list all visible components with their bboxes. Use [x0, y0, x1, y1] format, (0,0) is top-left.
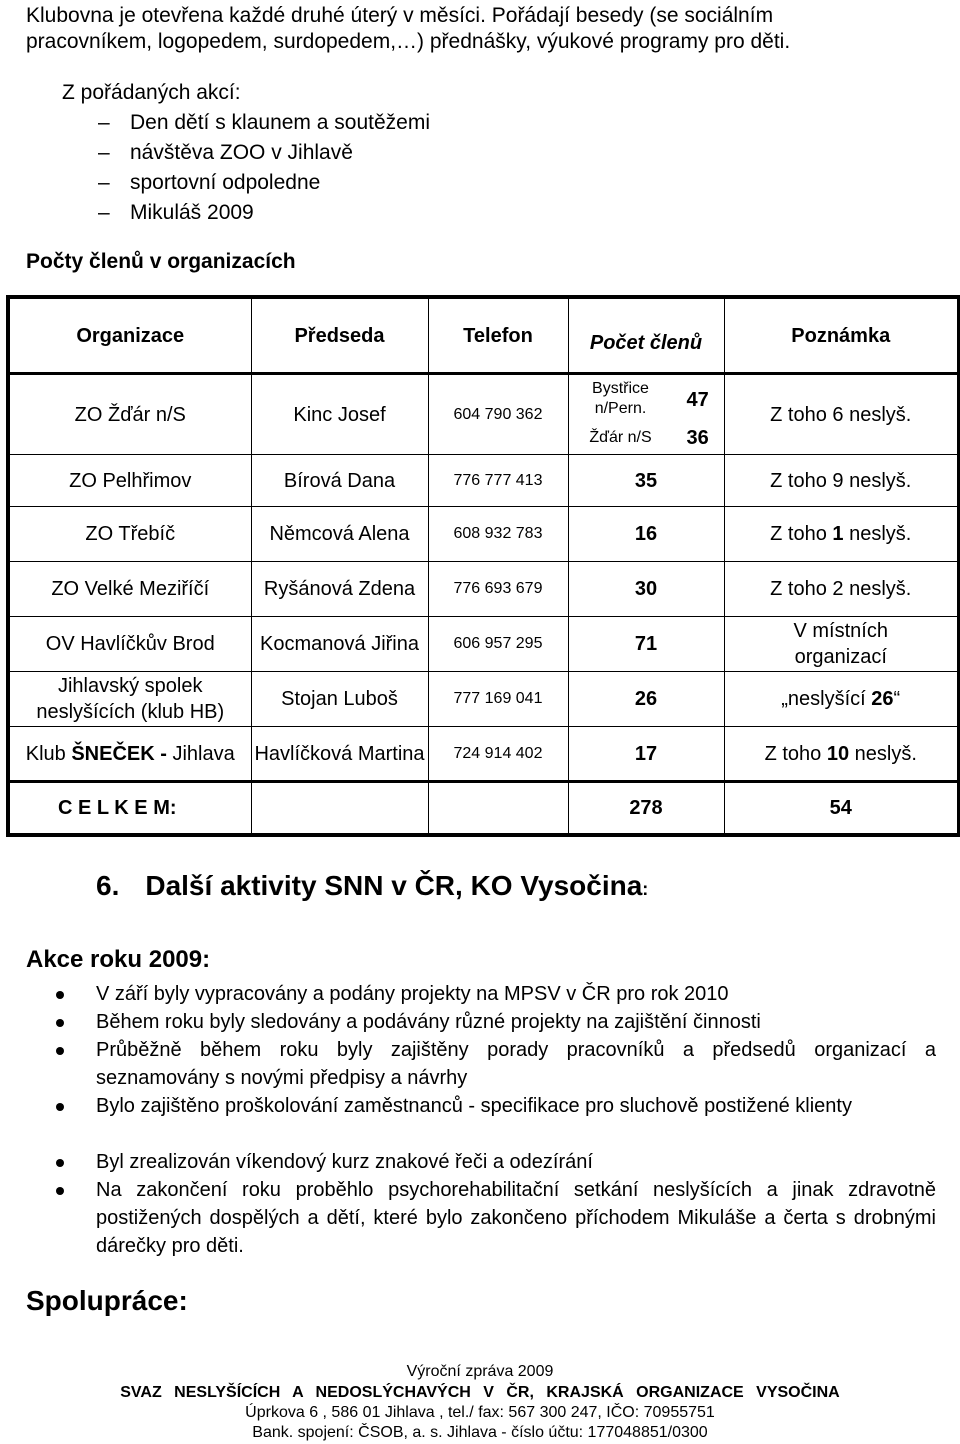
- cell-chair: Kinc Josef: [251, 374, 428, 455]
- list-item-text: Průběžně během roku byly zajištěny porady pracovníků a předsedů organizací a seznamovány s novými předpisy a návrhy: [96, 1039, 936, 1089]
- list-item: [96, 1148, 936, 1176]
- sub-place: Bystřice n/Pern.: [592, 380, 649, 417]
- header-poznamka: Poznámka: [724, 297, 959, 374]
- org-text: Jihlava: [166, 742, 235, 765]
- cell-note: [724, 507, 959, 562]
- list-dash: –: [98, 171, 110, 194]
- sub-place: Žďár n/S: [589, 429, 652, 446]
- total-note: 54: [724, 782, 959, 836]
- list-dash: –: [98, 111, 110, 134]
- list-item-text: Bylo zajištěno proškolování zaměstnanců - specifikace pro sluchově postižené klienty: [96, 1095, 852, 1117]
- table-row: [8, 617, 959, 672]
- cell-chair: Havlíčková Martina: [251, 727, 428, 782]
- cell-count: 17: [568, 727, 724, 782]
- actions-heading: Akce roku 2009:: [26, 946, 211, 973]
- note-text: „neslyšící: [781, 688, 872, 710]
- list-item: [96, 1008, 936, 1036]
- cell-count: 35: [568, 455, 724, 507]
- cell-count: 26: [568, 672, 724, 727]
- list-item: [96, 1176, 936, 1260]
- bullet-icon: [56, 1047, 64, 1055]
- header-telefon: Telefon: [428, 297, 568, 374]
- cell-org: ZO Velké Meziříčí: [8, 562, 251, 617]
- cell-count-split: [568, 374, 724, 455]
- table-header-row: [8, 297, 959, 374]
- bullet-icon: [56, 1187, 64, 1195]
- note-number: 1: [832, 523, 844, 545]
- cell-count: 30: [568, 562, 724, 617]
- org-name: ŠNEČEK -: [71, 742, 167, 765]
- cell-phone: 608 932 783: [428, 507, 568, 562]
- footer-address: Úprkova 6 , 586 01 Jihlava , tel./ fax: 567 300 247, IČO: 70955751: [245, 1404, 715, 1421]
- table-row: [8, 672, 959, 727]
- members-heading: Počty členů v organizacích: [26, 250, 296, 273]
- cell-phone: 724 914 402: [428, 727, 568, 782]
- section-title: Další aktivity SNN v ČR, KO Vysočina: [145, 870, 643, 901]
- cell-note: V místních organizací: [724, 617, 959, 672]
- sub-count: 36: [686, 427, 709, 449]
- cell-note: Z toho 9 neslyš.: [724, 455, 959, 507]
- total-count: 278: [568, 782, 724, 836]
- header-organizace: Organizace: [8, 297, 251, 374]
- cell-org: ZO Pelhřimov: [8, 455, 251, 507]
- cell-phone: 606 957 295: [428, 617, 568, 672]
- cell-note: [724, 672, 959, 727]
- list-item: [96, 980, 936, 1008]
- footer-org: SVAZ NESLYŠÍCÍCH A NEDOSLÝCHAVÝCH V ČR, KRAJSKÁ ORGANIZACE VYSOČINA: [120, 1384, 840, 1401]
- cell-phone: 604 790 362: [428, 374, 568, 455]
- cell-phone: 777 169 041: [428, 672, 568, 727]
- total-empty: [428, 782, 568, 836]
- bullet-icon: [56, 1019, 64, 1027]
- bullet-icon: [56, 1103, 64, 1111]
- list-item-text: Během roku byly sledovány a podávány různé projekty na zajištění činnosti: [96, 1011, 761, 1033]
- intro-line-1: Klubovna je otevřena každé druhé úterý v měsíci. Pořádají besedy (se sociálním: [26, 4, 774, 27]
- footer-bank: Bank. spojení: ČSOB, a. s. Jihlava - číslo účtu: 177048851/0300: [252, 1424, 708, 1441]
- cell-chair: Bírová Dana: [251, 455, 428, 507]
- note-text: “: [893, 688, 901, 710]
- header-predseda: Předseda: [251, 297, 428, 374]
- table-row: [8, 374, 959, 455]
- list-item: sportovní odpoledne: [130, 171, 321, 194]
- cell-org: OV Havlíčkův Brod: [8, 617, 251, 672]
- list-item-text: Na zakončení roku proběhlo psychorehabilitační setkání neslyšících a jinak zdravotně postižených dospělých a dětí, které bylo zakončeno příchodem Mikuláše a čerta s drobnými dárečky pro děti.: [96, 1179, 936, 1257]
- section-colon: :: [642, 879, 649, 899]
- list-dash: –: [98, 201, 110, 224]
- sub-count: 47: [686, 389, 709, 411]
- cell-phone: 776 693 679: [428, 562, 568, 617]
- list-dash: –: [98, 141, 110, 164]
- section-number: 6.: [96, 870, 120, 901]
- cell-count: 16: [568, 507, 724, 562]
- list-item: [96, 1092, 936, 1120]
- list-item: [96, 1036, 936, 1092]
- cell-org: [8, 727, 251, 782]
- org-text: Klub: [25, 742, 72, 765]
- table-row: [8, 727, 959, 782]
- note-number: 10: [826, 742, 850, 765]
- table-row: [8, 507, 959, 562]
- cell-org: ZO Žďár n/S: [8, 374, 251, 455]
- members-table: [6, 295, 960, 837]
- table-row: [8, 562, 959, 617]
- cell-chair: Němcová Alena: [251, 507, 428, 562]
- cell-count: 71: [568, 617, 724, 672]
- cell-org: Jihlavský spolek neslyšících (klub HB): [8, 672, 251, 727]
- note-number: 26: [871, 688, 894, 710]
- table-row: [8, 455, 959, 507]
- cell-chair: Ryšánová Zdena: [251, 562, 428, 617]
- events-heading: Z pořádaných akcí:: [62, 81, 241, 104]
- cell-phone: 776 777 413: [428, 455, 568, 507]
- list-item: Den dětí s klaunem a soutěžemi: [130, 111, 430, 134]
- total-empty: [251, 782, 428, 836]
- note-text: Z toho: [770, 523, 833, 545]
- cell-chair: Stojan Luboš: [251, 672, 428, 727]
- cell-org: ZO Třebíč: [8, 507, 251, 562]
- footer-report: Výroční zpráva 2009: [406, 1363, 554, 1380]
- bullet-icon: [56, 991, 64, 999]
- note-text: neslyš.: [843, 523, 912, 545]
- total-row: [8, 782, 959, 836]
- note-text: Z toho: [764, 742, 827, 765]
- section-6-heading: [96, 870, 648, 902]
- cell-note: [724, 727, 959, 782]
- cell-note: Z toho 2 neslyš.: [724, 562, 959, 617]
- list-item: návštěva ZOO v Jihlavě: [130, 141, 353, 164]
- header-pocet-clenu: Počet členů: [568, 297, 724, 374]
- cell-note: Z toho 6 neslyš.: [724, 374, 959, 455]
- total-label: C E L K E M:: [8, 782, 251, 836]
- cooperation-heading: Spolupráce:: [26, 1285, 188, 1316]
- list-item-text: Byl zrealizován víkendový kurz znakové řeči a odezírání: [96, 1151, 593, 1173]
- list-item: Mikuláš 2009: [130, 201, 254, 224]
- cell-chair: Kocmanová Jiřina: [251, 617, 428, 672]
- note-text: neslyš.: [849, 742, 917, 765]
- bullet-icon: [56, 1159, 64, 1167]
- intro-line-2: pracovníkem, logopedem, surdopedem,…) přednášky, výukové programy pro děti.: [26, 30, 791, 53]
- list-item-text: V září byly vypracovány a podány projekty na MPSV v ČR pro rok 2010: [96, 983, 729, 1005]
